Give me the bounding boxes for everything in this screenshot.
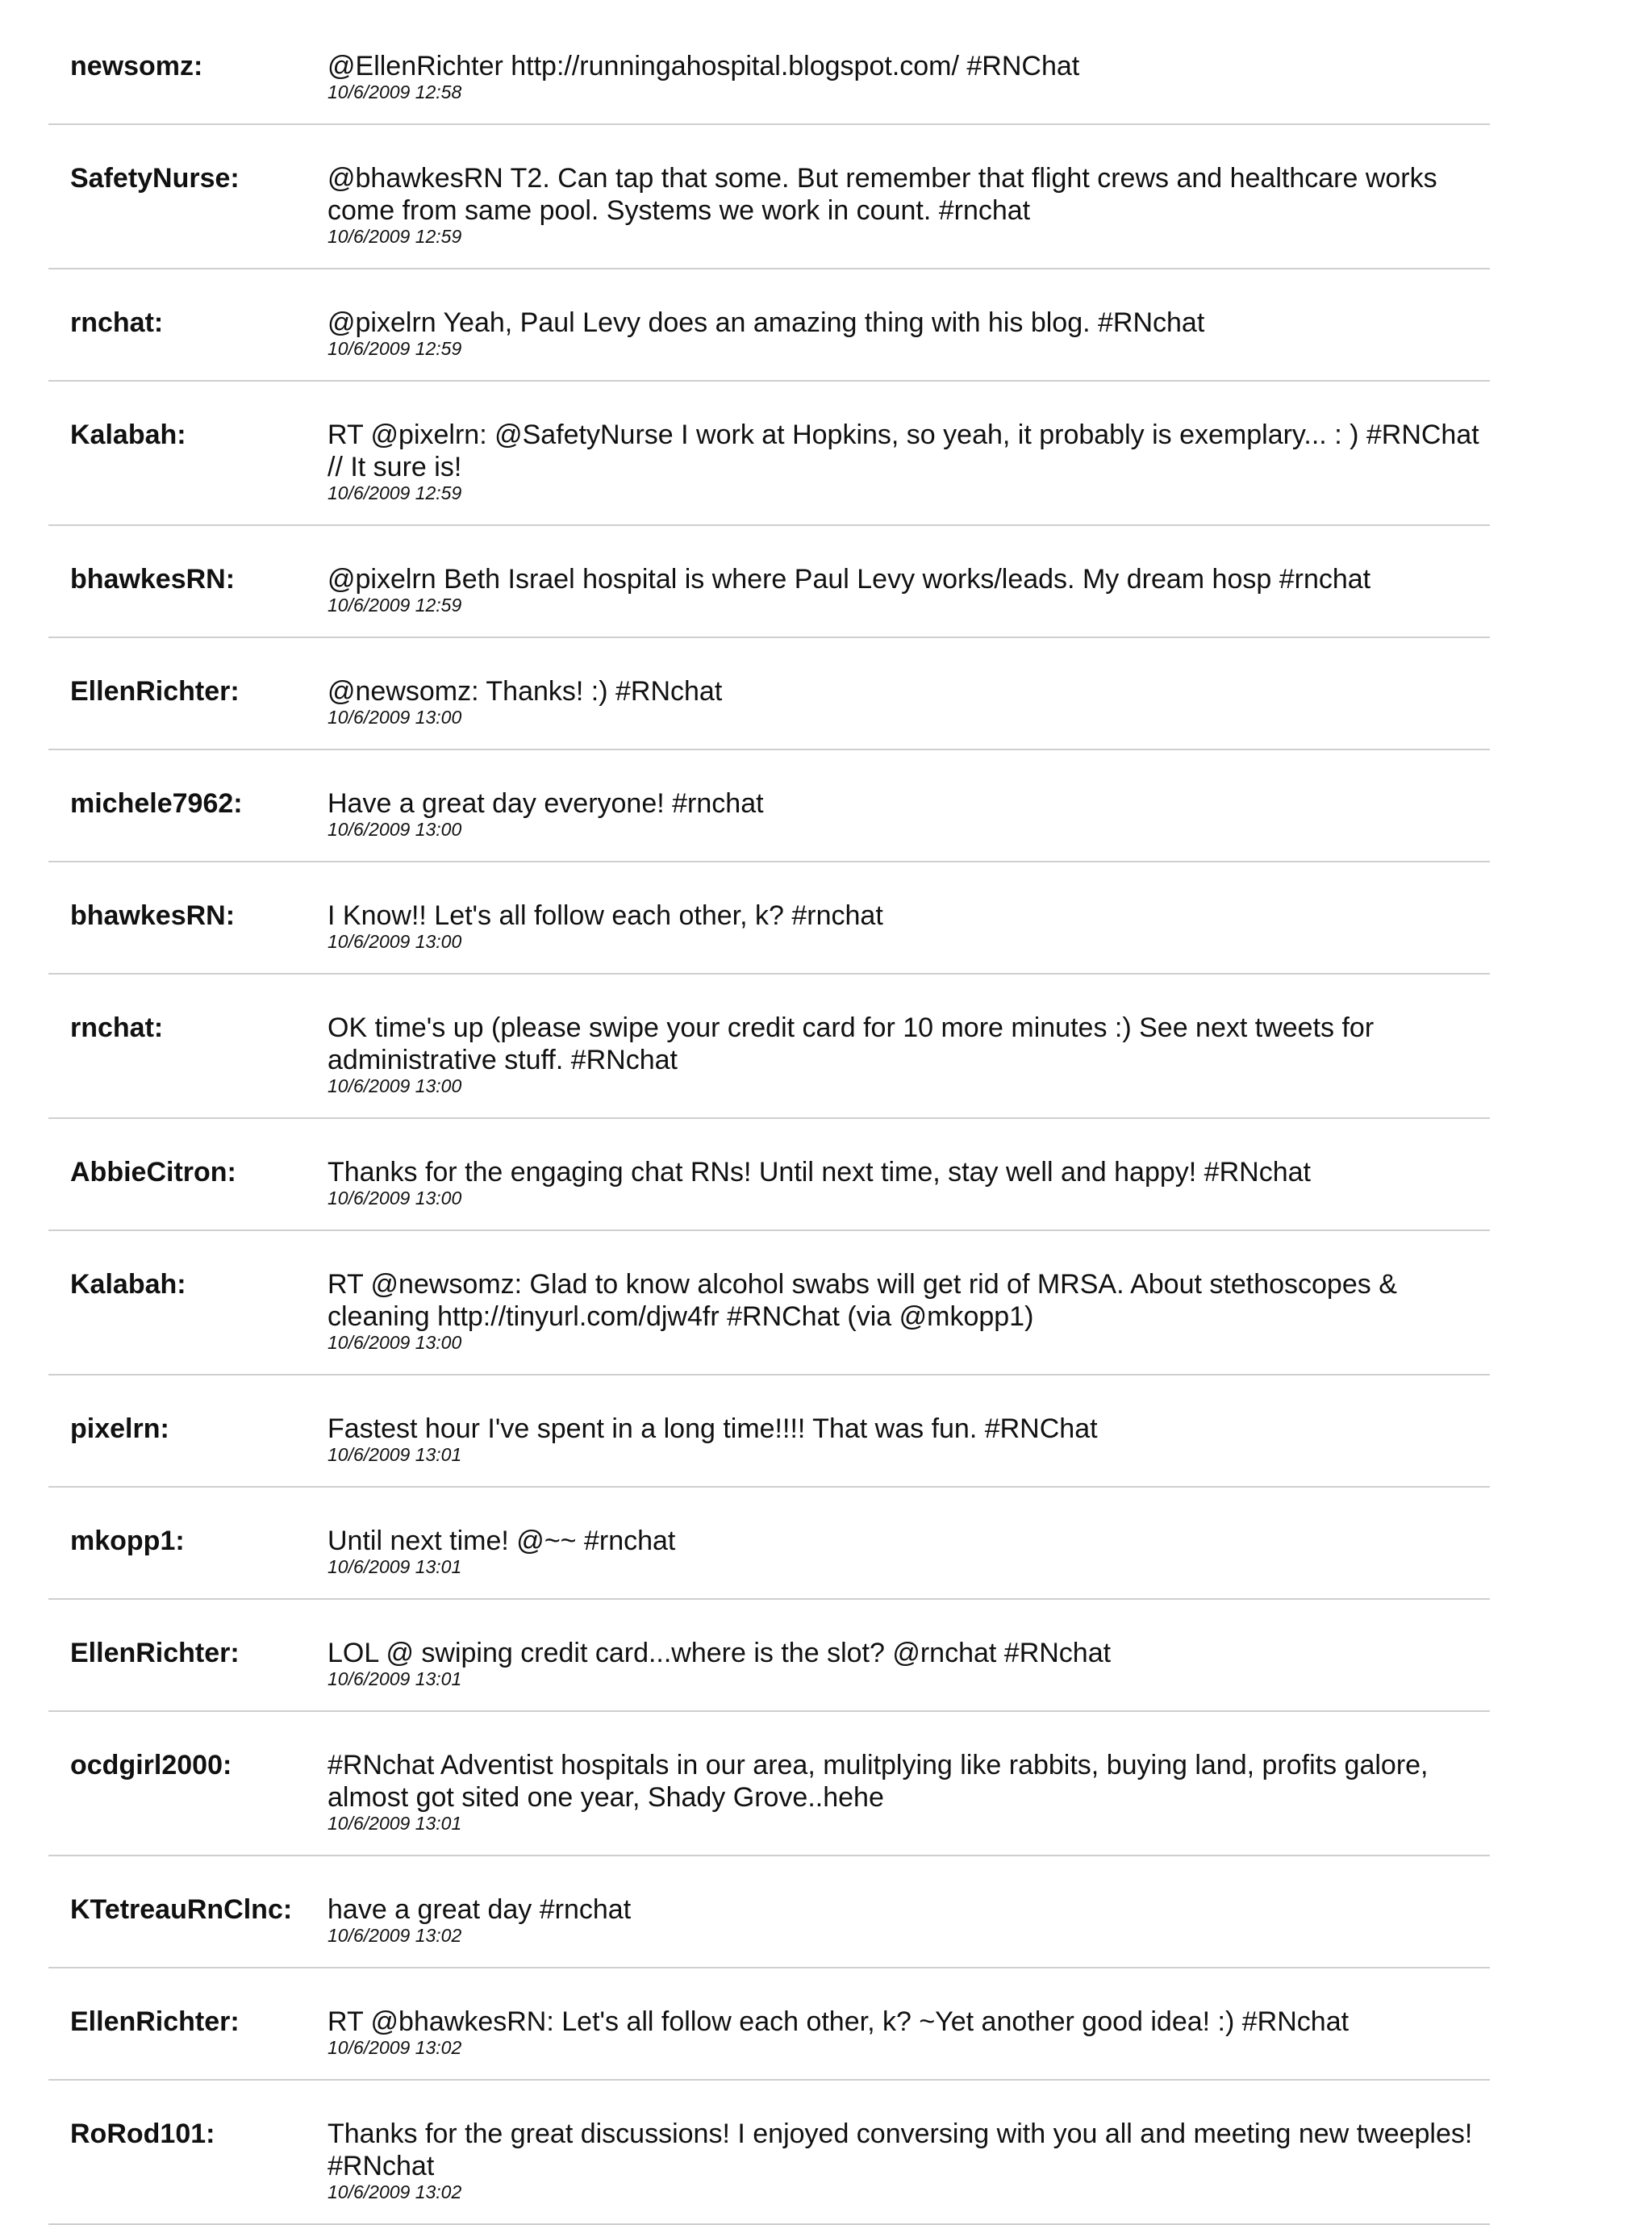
tweet-body: [327, 2006, 1490, 2057]
tweet-timestamp: 10/6/2009 13:02: [327, 2037, 462, 2058]
tweet-timestamp: 10/6/2009 12:59: [327, 226, 462, 247]
tweet-timestamp: 10/6/2009 13:00: [327, 1075, 462, 1096]
tweet-entry: [48, 1856, 1490, 1968]
tweet-entry: [48, 1375, 1490, 1488]
tweet-entry: [48, 125, 1490, 269]
tweet-author: bhawkesRN:: [70, 900, 236, 931]
tweet-author: RoRod101:: [70, 2119, 215, 2149]
tweet-body: [327, 419, 1490, 503]
tweet-text: Until next time! @~~ #rnchat: [327, 1526, 676, 1556]
tweet-timestamp: 10/6/2009 13:00: [327, 1332, 462, 1353]
tweet-entry: [48, 1600, 1490, 1712]
tweet-entry: [48, 975, 1490, 1119]
tweet-body: [327, 563, 1490, 615]
tweet-text: Have a great day everyone! #rnchat: [327, 788, 764, 819]
tweet-text: #RNchat Adventist hospitals in our area, mulitplying like rabbits, buying land, profits galore, almost got sited one year, Shady Grove..hehe: [327, 1750, 1429, 1813]
tweet-entry: [48, 526, 1490, 638]
tweet-body: [327, 1268, 1490, 1352]
tweet-body: [327, 50, 1490, 102]
tweet-body: [327, 1637, 1490, 1689]
tweet-text: @pixelrn Beth Israel hospital is where Paul Levy works/leads. My dream hosp #rnchat: [327, 564, 1371, 595]
tweet-author: Kalabah:: [70, 1269, 186, 1300]
tweet-timestamp: 10/6/2009 13:01: [327, 1556, 462, 1577]
tweet-body: [327, 787, 1490, 839]
tweet-author: SafetyNurse:: [70, 163, 240, 194]
tweet-entry: [48, 1712, 1490, 1856]
tweet-body: [327, 307, 1490, 358]
tweet-timestamp: 10/6/2009 13:00: [327, 1188, 462, 1209]
tweet-author: Kalabah:: [70, 420, 186, 450]
tweet-author: EllenRichter:: [70, 676, 240, 707]
tweet-body: [327, 675, 1490, 727]
tweet-body: [327, 1525, 1490, 1576]
tweet-text: have a great day #rnchat: [327, 1894, 632, 1925]
tweet-text: Thanks for the great discussions! I enjoyed conversing with you all and meeting new tweeples! #RNchat: [327, 2119, 1473, 2181]
tweet-entry: [48, 1231, 1490, 1375]
tweet-text: @bhawkesRN T2. Can tap that some. But remember that flight crews and healthcare works come from same pool. Systems we work in count. #rnchat: [327, 163, 1437, 226]
tweet-entry: [48, 750, 1490, 862]
tweet-text: RT @pixelrn: @SafetyNurse I work at Hopkins, so yeah, it probably is exemplary... : ) #RNChat // It sure is!: [327, 420, 1479, 482]
tweet-author: AbbieCitron:: [70, 1157, 236, 1188]
tweet-timestamp: 10/6/2009 12:59: [327, 595, 462, 616]
tweet-entry: [48, 42, 1490, 125]
tweet-author: mkopp1:: [70, 1526, 185, 1556]
tweet-text: RT @bhawkesRN: Let's all follow each other, k? ~Yet another good idea! :) #RNchat: [327, 2006, 1350, 2037]
tweet-body: [327, 1893, 1490, 1945]
tweet-author: rnchat:: [70, 1012, 164, 1043]
tweet-author: bhawkesRN:: [70, 564, 236, 595]
tweet-timestamp: 10/6/2009 13:00: [327, 931, 462, 952]
tweet-text: Fastest hour I've spent in a long time!!!! That was fun. #RNChat: [327, 1413, 1098, 1444]
tweet-body: [327, 1012, 1490, 1096]
tweet-author: pixelrn:: [70, 1413, 169, 1444]
tweet-text: OK time's up (please swipe your credit card for 10 more minutes :) See next tweets for administrative stuff. #RNchat: [327, 1012, 1375, 1075]
tweet-entry: [48, 1119, 1490, 1231]
tweet-author: michele7962:: [70, 788, 243, 819]
tweet-timestamp: 10/6/2009 12:58: [327, 81, 462, 102]
tweet-text: RT @newsomz: Glad to know alcohol swabs will get rid of MRSA. About stethoscopes & cleaning http://tinyurl.com/djw4fr #RNChat (via @mkopp1): [327, 1269, 1397, 1332]
tweet-entry: [48, 1968, 1490, 2081]
tweet-entry: [48, 862, 1490, 975]
tweet-text: LOL @ swiping credit card...where is the slot? @rnchat #RNchat: [327, 1638, 1112, 1668]
tweet-author: ocdgirl2000:: [70, 1750, 232, 1780]
tweet-text: @newsomz: Thanks! :) #RNchat: [327, 676, 723, 707]
tweet-text: @pixelrn Yeah, Paul Levy does an amazing thing with his blog. #RNchat: [327, 307, 1205, 338]
tweet-body: [327, 1749, 1490, 1833]
tweet-entry: [48, 638, 1490, 750]
tweet-entry: [48, 269, 1490, 382]
tweet-timestamp: 10/6/2009 13:00: [327, 819, 462, 840]
tweet-body: [327, 1156, 1490, 1208]
tweet-body: [327, 162, 1490, 246]
tweet-author: EllenRichter:: [70, 2006, 240, 2037]
tweet-author: rnchat:: [70, 307, 164, 338]
tweet-timestamp: 10/6/2009 13:02: [327, 2181, 462, 2202]
tweet-entry: [48, 382, 1490, 526]
tweet-timestamp: 10/6/2009 13:01: [327, 1813, 462, 1834]
tweet-body: [327, 2118, 1490, 2202]
tweet-author: KTetreauRnClnc:: [70, 1894, 293, 1925]
tweet-author: EllenRichter:: [70, 1638, 240, 1668]
tweet-timestamp: 10/6/2009 13:02: [327, 1925, 462, 1946]
tweet-timestamp: 10/6/2009 13:01: [327, 1668, 462, 1689]
tweet-entry: [48, 2081, 1490, 2225]
tweet-entry: [48, 1488, 1490, 1600]
tweet-body: [327, 900, 1490, 951]
tweet-text: I Know!! Let's all follow each other, k? #rnchat: [327, 900, 883, 931]
tweet-transcript: [48, 42, 1490, 2225]
tweet-timestamp: 10/6/2009 13:00: [327, 707, 462, 728]
tweet-author: newsomz:: [70, 51, 203, 81]
tweet-body: [327, 1413, 1490, 1464]
tweet-text: Thanks for the engaging chat RNs! Until next time, stay well and happy! #RNchat: [327, 1157, 1311, 1188]
tweet-timestamp: 10/6/2009 12:59: [327, 482, 462, 503]
tweet-timestamp: 10/6/2009 13:01: [327, 1444, 462, 1465]
tweet-text: @EllenRichter http://runningahospital.blogspot.com/ #RNChat: [327, 51, 1080, 81]
tweet-timestamp: 10/6/2009 12:59: [327, 338, 462, 359]
